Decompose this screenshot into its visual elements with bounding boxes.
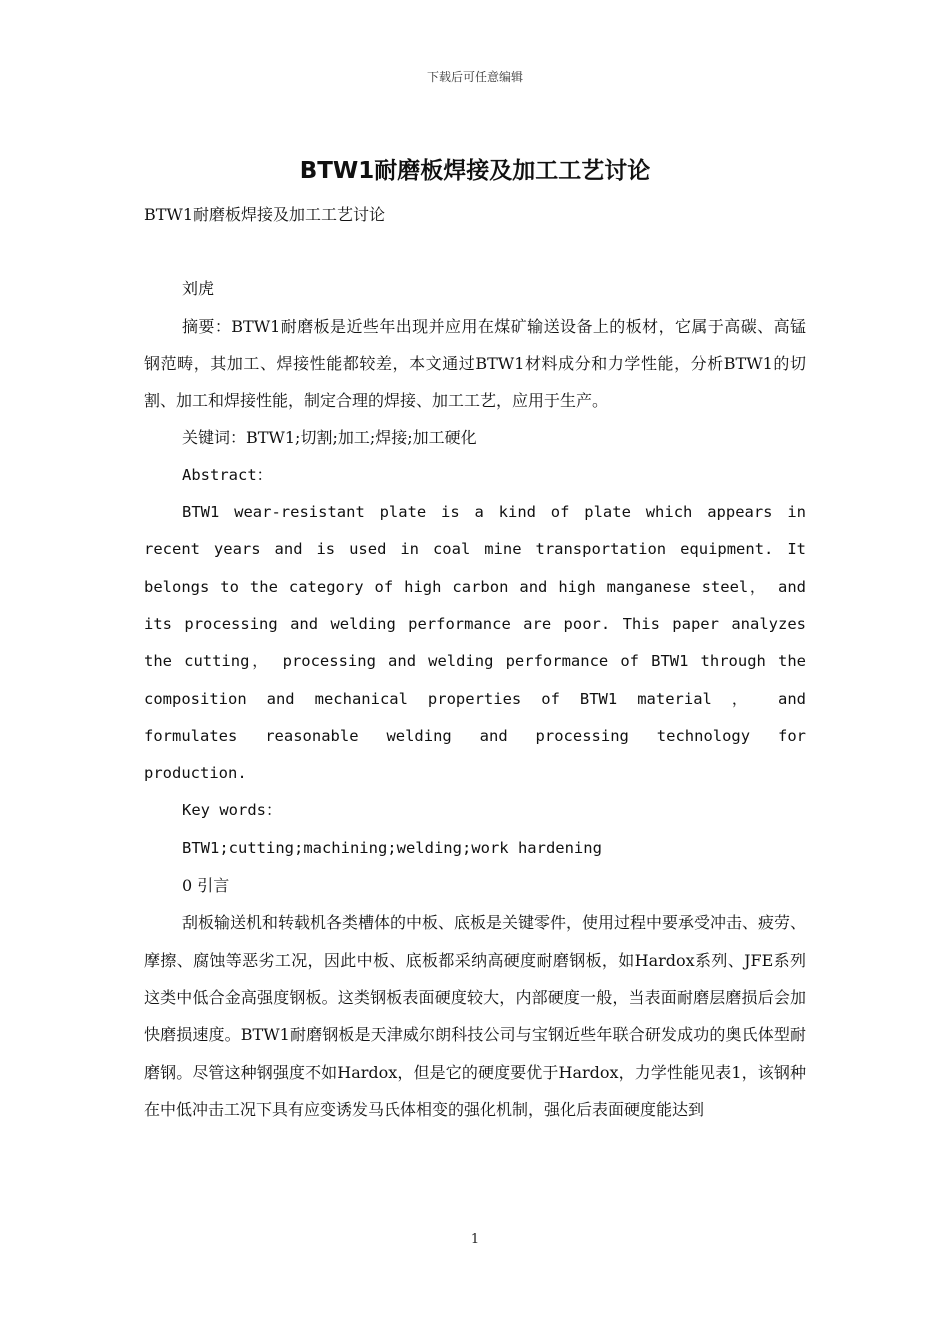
page-header-note: 下载后可任意编辑: [426, 70, 523, 84]
page-number: 1: [470, 1232, 480, 1247]
abstract-en: BTW1 wear-resistant plate is a kind of plate which appears in recent years and is used in coal mine transportation equipment. It belongs to the category of high carbon and high manganese steel， and its processing and welding performance are poor. This paper analyzes the cutting， processing and welding performance of BTW1 through the composition and mechanical properties of BTW1 material ， and formulates reasonable welding and processing technology for production.: [144, 503, 806, 783]
intro-paragraph: 刮板输送机和转载机各类槽体的中板、底板是关键零件，使用过程中要承受冲击、疲劳、摩擦、腐蚀等恶劣工况，因此中板、底板都采纳高硬度耐磨钢板，如Hardox系列、JFE系列这类中低合金高强度钢板。这类钢板表面硬度较大，内部硬度一般，当表面耐磨层磨损后会加快磨损速度。BTW1耐磨钢板是天津威尔朗科技公司与宝钢近些年联合研发成功的奥氏体型耐磨钢。尽管这种钢强度不如Hardox，但是它的硬度要优于Hardox，力学性能见表1，该钢种在中低冲击工况下具有应变诱发马氏体相变的强化机制，强化后表面硬度能达到: [144, 913, 807, 1119]
section-heading: 0 引言: [182, 876, 230, 896]
keywords-en-label: Key words：: [182, 801, 282, 820]
author: 刘虎: [182, 279, 215, 299]
abstract-cn: 摘要：BTW1耐磨板是近些年出现并应用在煤矿输送设备上的板材，它属于高碳、高锰钢范畴，其加工、焊接性能都较差，本文通过BTW1材料成分和力学性能，分析BTW1的切割、加工和焊接性能，制定合理的焊接、加工工艺，应用于生产。: [144, 316, 806, 411]
keywords-cn: 关键词：BTW1;切割;加工;焊接;加工硬化: [182, 428, 477, 448]
document-title: BTW1耐磨板焊接及加工工艺讨论: [299, 158, 651, 184]
blank-line: [144, 233, 806, 270]
document-body: [144, 196, 806, 1128]
subtitle: BTW1耐磨板焊接及加工工艺讨论: [144, 205, 386, 224]
keywords-en: BTW1;cutting;machining;welding;work hardening: [182, 838, 602, 857]
abstract-en-label: Abstract：: [182, 465, 273, 484]
